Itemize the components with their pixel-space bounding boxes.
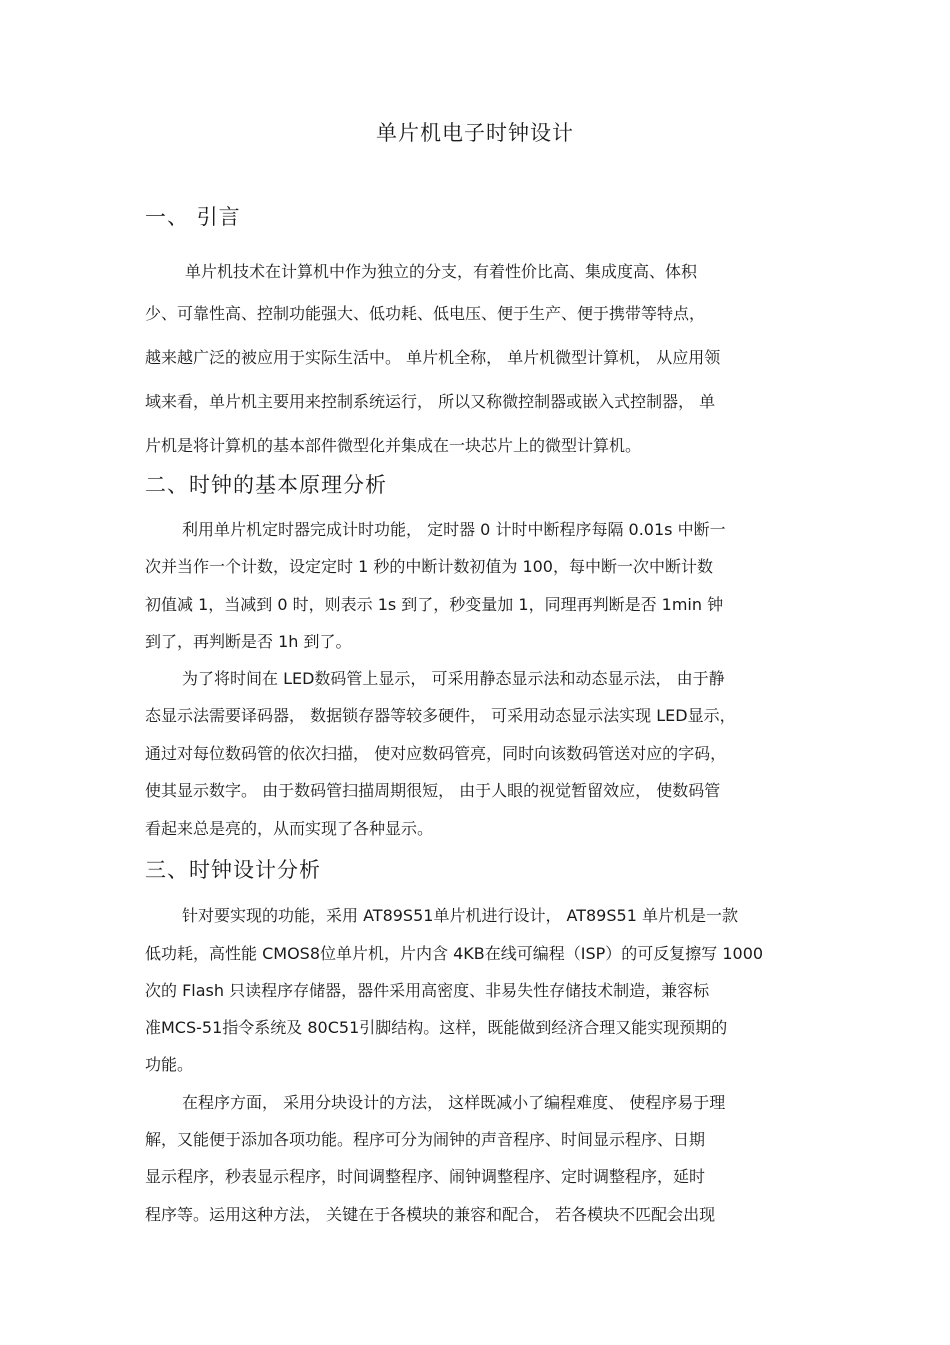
section-heading-clock-design: 三、时钟设计分析	[145, 858, 321, 882]
paragraph-line: 准MCS-51指令系统及 80C51引脚结构。这样，既能做到经济合理又能实现预期的	[145, 1018, 728, 1037]
paragraph-line: 使其显示数字。 由于数码管扫描周期很短， 由于人眼的视觉暂留效应， 使数码管	[145, 781, 721, 800]
section-heading-introduction: 一、 引言	[145, 205, 241, 229]
paragraph-line: 通过对每位数码管的依次扫描， 使对应数码管亮，同时向该数码管送对应的字码，	[145, 744, 727, 763]
paragraph-line: 看起来总是亮的，从而实现了各种显示。	[145, 819, 434, 838]
paragraph-line: 功能。	[145, 1055, 194, 1074]
paragraph-line: 域来看，单片机主要用来控制系统运行， 所以又称微控制器或嵌入式控制器， 单	[145, 392, 716, 411]
paragraph-line: 越来越广泛的被应用于实际生活中。 单片机全称， 单片机微型计算机， 从应用领	[145, 348, 721, 367]
paragraph-line: 单片机技术在计算机中作为独立的分支，有着性价比高、集成度高、体积	[185, 262, 698, 281]
paragraph-line: 为了将时间在 LED数码管上显示， 可采用静态显示法和动态显示法， 由于静	[182, 669, 725, 688]
section-heading-clock-principle: 二、时钟的基本原理分析	[145, 473, 387, 497]
paragraph-line: 在程序方面， 采用分块设计的方法， 这样既减小了编程难度、 使程序易于理	[182, 1093, 726, 1112]
paragraph-line: 解，又能便于添加各项功能。程序可分为闹钟的声音程序、时间显示程序、日期	[145, 1130, 706, 1149]
paragraph-line: 针对要实现的功能，采用 AT89S51单片机进行设计， AT89S51 单片机是一款	[182, 906, 738, 925]
paragraph-line: 片机是将计算机的基本部件微型化并集成在一块芯片上的微型计算机。	[145, 436, 642, 455]
paragraph-line: 低功耗，高性能 CMOS8位单片机，片内含 4KB在线可编程（ISP）的可反复擦写 1000	[145, 944, 764, 963]
paragraph-line: 少、可靠性高、控制功能强大、低功耗、低电压、便于生产、便于携带等特点，	[145, 304, 706, 323]
paragraph-line: 到了，再判断是否 1h 到了。	[145, 632, 352, 651]
paragraph-line: 程序等。运用这种方法， 关键在于各模块的兼容和配合， 若各模块不匹配会出现	[145, 1205, 716, 1224]
page-title: 单片机电子时钟设计	[376, 121, 574, 145]
paragraph-line: 显示程序，秒表显示程序，时间调整程序、闹钟调整程序、定时调整程序，延时	[145, 1167, 706, 1186]
paragraph-line: 次并当作一个计数，设定定时 1 秒的中断计数初值为 100，每中断一次中断计数	[145, 557, 713, 576]
paragraph-line: 初值减 1，当减到 0 时，则表示 1s 到了，秒变量加 1，同理再判断是否 1min 钟	[145, 595, 724, 614]
paragraph-line: 次的 Flash 只读程序存储器，器件采用高密度、非易失性存储技术制造，兼容标	[145, 981, 710, 1000]
paragraph-line: 利用单片机定时器完成计时功能， 定时器 0 计时中断程序每隔 0.01s 中断一	[182, 520, 726, 539]
paragraph-line: 态显示法需要译码器， 数据锁存器等较多硬件， 可采用动态显示法实现 LED显示，	[145, 706, 736, 725]
